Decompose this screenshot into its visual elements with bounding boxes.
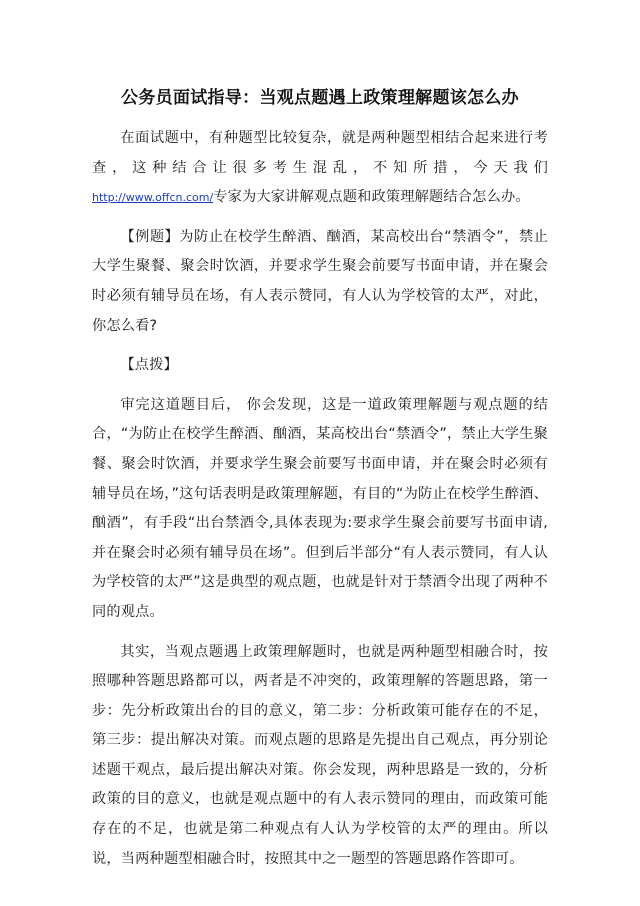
page-title: 公务员面试指导：当观点题遇上政策理解题该怎么办 — [121, 88, 519, 108]
hint-label: 【点拨】 — [120, 357, 178, 374]
example-paragraph: 【例题】为防止在校学生醉酒、酗酒，某高校出台“禁酒令”，禁止大学生聚餐、聚会时饮酒，并要求学生聚会前要写书面申请，并在聚会时必须有辅导员在场，有人表示赞同，有人认为学校管的太严，对此，你怎么看? — [92, 228, 548, 334]
offcn-link[interactable]: http://www.offcn.com/ — [92, 191, 214, 205]
analysis-paragraph: 审完这道题目后， 你会发现，这是一道政策理解题与观点题的结合，“为防止在校学生醉酒、酗酒，某高校出台“禁酒令”，禁止大学生聚餐、聚会时饮酒，并要求学生聚会前要写书面申请，并在聚会时必须有辅导员在场，”这句话表明是政策理解题，有目的“为防止在校学生醉酒、酗酒”，有手段“出台禁酒令,具体表现为:要求学生聚会前要写书面申请,并在聚会时必须有辅导员在场”。但到后半部分“有人表示赞同，有人认为学校管的太严”这是典型的观点题，也就是针对于禁酒令出现了两种不同的观点。 — [92, 396, 548, 620]
conclusion-paragraph: 其实，当观点题遇上政策理解题时，也就是两种题型相融合时，按照哪种答题思路都可以，两者是不冲突的，政策理解的答题思路，第一步：先分析政策出台的目的意义，第二步：分析政策可能存在的不足，第三步：提出解决对策。而观点题的思路是先提出自己观点，再分别论述题干观点，最后提出解决对策。你会发现，两种思路是一致的，分析政策的目的意义，也就是观点题中的有人表示赞同的理由，而政策可能存在的不足，也就是第二种观点有人认为学校管的太严的理由。所以说，当两种题型相融合时，按照其中之一题型的答题思路作答即可。 — [92, 643, 548, 867]
intro-paragraph — [92, 124, 548, 213]
intro-text-after-link: 专家为大家讲解观点题和政策理解题结合怎么办。 — [213, 189, 530, 206]
intro-text-before-link: 在面试题中，有种题型比较复杂，就是两种题型相结合起来进行考查，这种结合让很多考生混乱，不知所措，今天我们 — [92, 130, 548, 176]
